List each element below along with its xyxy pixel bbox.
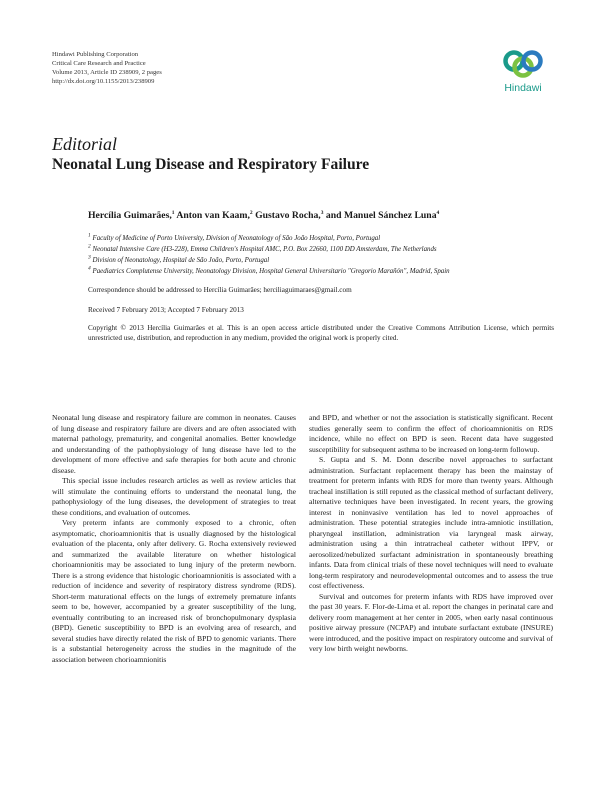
affiliation: $^1$ Faculty of Medicine of Porto University, Division of Neonatology of São João Hospital, Porto, Portugal bbox=[88, 232, 381, 242]
volume-line: Volume 2013, Article ID 238909, 2 pages bbox=[52, 69, 162, 76]
hindawi-logo bbox=[495, 47, 551, 94]
doi-link[interactable]: http://dx.doi.org/10.1155/2013/238909 bbox=[52, 78, 155, 85]
body-paragraph: Survival and outcomes for preterm infants with RDS have improved over the past 30 years. F. Flor-de-Lima et al. report the changes in perinatal care and delivery room management at her center in 2005, when early nasal continuous positive airway pressure (NCPAP) and intubate surfactant extubate (INSURE) were introduced, and the positive impact on respiratory outcome and survival of very low birth weight newborns. bbox=[309, 591, 553, 653]
article-type: Editorial bbox=[52, 134, 118, 154]
author-affil-ref: 3 bbox=[320, 209, 324, 216]
author bbox=[255, 210, 326, 221]
correspondence-line: Correspondence should be addressed to Hercília Guimarães; herciliaguimaraes@gmail.com bbox=[88, 286, 352, 294]
author-name: and Manuel Sánchez Luna bbox=[325, 210, 437, 221]
author-name: Anton van Kaam, bbox=[176, 210, 250, 221]
author-affil-ref: 1 bbox=[171, 209, 175, 216]
affiliation: $^3$ Division of Neonatology, Hospital de São João, Porto, Portugal bbox=[88, 254, 270, 264]
author-list bbox=[88, 210, 554, 221]
body-paragraph: Neonatal lung disease and respiratory failure are common in neonates. Causes of lung disease and respiratory failure are divers and are often associated with maternal pathology, prematurity, and congenital anomalies. Better knowledge and understanding of the pathophysiology of lung disease have led to the development of more effective and safe therapies for both acute and chronic disease. bbox=[52, 413, 296, 475]
body-column-left bbox=[52, 413, 296, 665]
author bbox=[88, 210, 176, 221]
body-paragraph: and BPD, and whether or not the association is statistically significant. Recent studies generally seem to confirm the effect of chorioamnionitis on RDS incidence, while no effect on BPD is seen. Recent data have suggested susceptibility for subsequent asthma to be increased on long-term followup. bbox=[309, 413, 553, 454]
affiliation-list bbox=[88, 234, 554, 278]
affiliation: $^2$ Neonatal Intensive Care (H3-228), Emma Children's Hospital AMC, P.O. Box 22660, 1100 DD Amsterdam, The Netherlands bbox=[88, 243, 437, 253]
journal-line: Critical Care Research and Practice bbox=[52, 60, 146, 67]
hindawi-logo-icon bbox=[500, 47, 546, 81]
body-paragraph: Very preterm infants are commonly exposed to a chronic, often asymptomatic, chorioamnionitis that is usually diagnosed by the histological evaluation of the placenta, only after delivery. G. Rocha extensively reviewed and summarized the available literature on whether histological chorioamnionitis may be associated to lung injury of the preterm newborn. There is a strong evidence that histologic chorioamnionitis is associated with a reduction of incidence and severity of respiratory distress syndrome (RDS). Short-term maturational effects on the lungs of extremely premature infants seem to be, however, accompanied by a greater susceptibility of the lung, eventually contributing to an increased risk of bronchopulmonary dysplasia (BPD). Genetic susceptibility to BPD is an evolving area of research, and several studies have directly related the risk of BPD to genomic variants. There is a substantial heterogeneity across the studies in the magnitude of the association between chorioamnionitis bbox=[52, 518, 296, 664]
author bbox=[326, 210, 439, 221]
logo-wordmark: Hindawi bbox=[504, 82, 542, 94]
author-affil-ref: 2 bbox=[249, 209, 253, 216]
body-paragraph: S. Gupta and S. M. Donn describe novel approaches to surfactant administration. Surfactant replacement therapy has been the mainstay of treatment for preterm infants with RDS for more than twenty years. Although tracheal instillation is still reputed as the classical method of surfactant delivery, alternative techniques have been investigated. In recent years, the growing interest in noninvasive ventilation has led to novel approaches of administration. These potential strategies include intra-amniotic instillation, pharyngeal instillation, administration via laryngeal mask airway, administration using a thin intratracheal catheter without IPPV, or aerosolized/nebulized surfactant administration in spontaneously breathing infants. Data from clinical trials of these novel techniques will need to evaluate long-term respiratory and neurodevelopmental outcomes and to assess the true cost effectiveness. bbox=[309, 455, 553, 590]
journal-header bbox=[52, 50, 162, 86]
dates-line: Received 7 February 2013; Accepted 7 February 2013 bbox=[88, 306, 244, 314]
author-name: Hercília Guimarães, bbox=[88, 210, 172, 221]
body-paragraph: This special issue includes research articles as well as review articles that will stimulate the continuing efforts to understand the neonatal lung, the pathophysiology of the lung diseases, the development of strategies to treat these conditions, and evaluation of outcomes. bbox=[52, 476, 296, 517]
affiliation: $^4$ Paediatrics Complutense University, Neonatology Division, Hospital General Universitario "Gregorio Marañón", Madrid, Spain bbox=[88, 265, 450, 275]
publisher-line: Hindawi Publishing Corporation bbox=[52, 51, 139, 58]
copyright-notice: Copyright © 2013 Hercília Guimarães et al. This is an open access article distributed under the Creative Commons Attribution License, which permits unrestricted use, distribution, and reproduction in any medium, provided the original work is properly cited. bbox=[88, 324, 554, 342]
author bbox=[176, 210, 255, 221]
author-affil-ref: 4 bbox=[436, 209, 440, 216]
article-title: Neonatal Lung Disease and Respiratory Failure bbox=[52, 156, 370, 173]
body-column-right bbox=[309, 413, 553, 655]
author-name: Gustavo Rocha, bbox=[255, 210, 321, 221]
